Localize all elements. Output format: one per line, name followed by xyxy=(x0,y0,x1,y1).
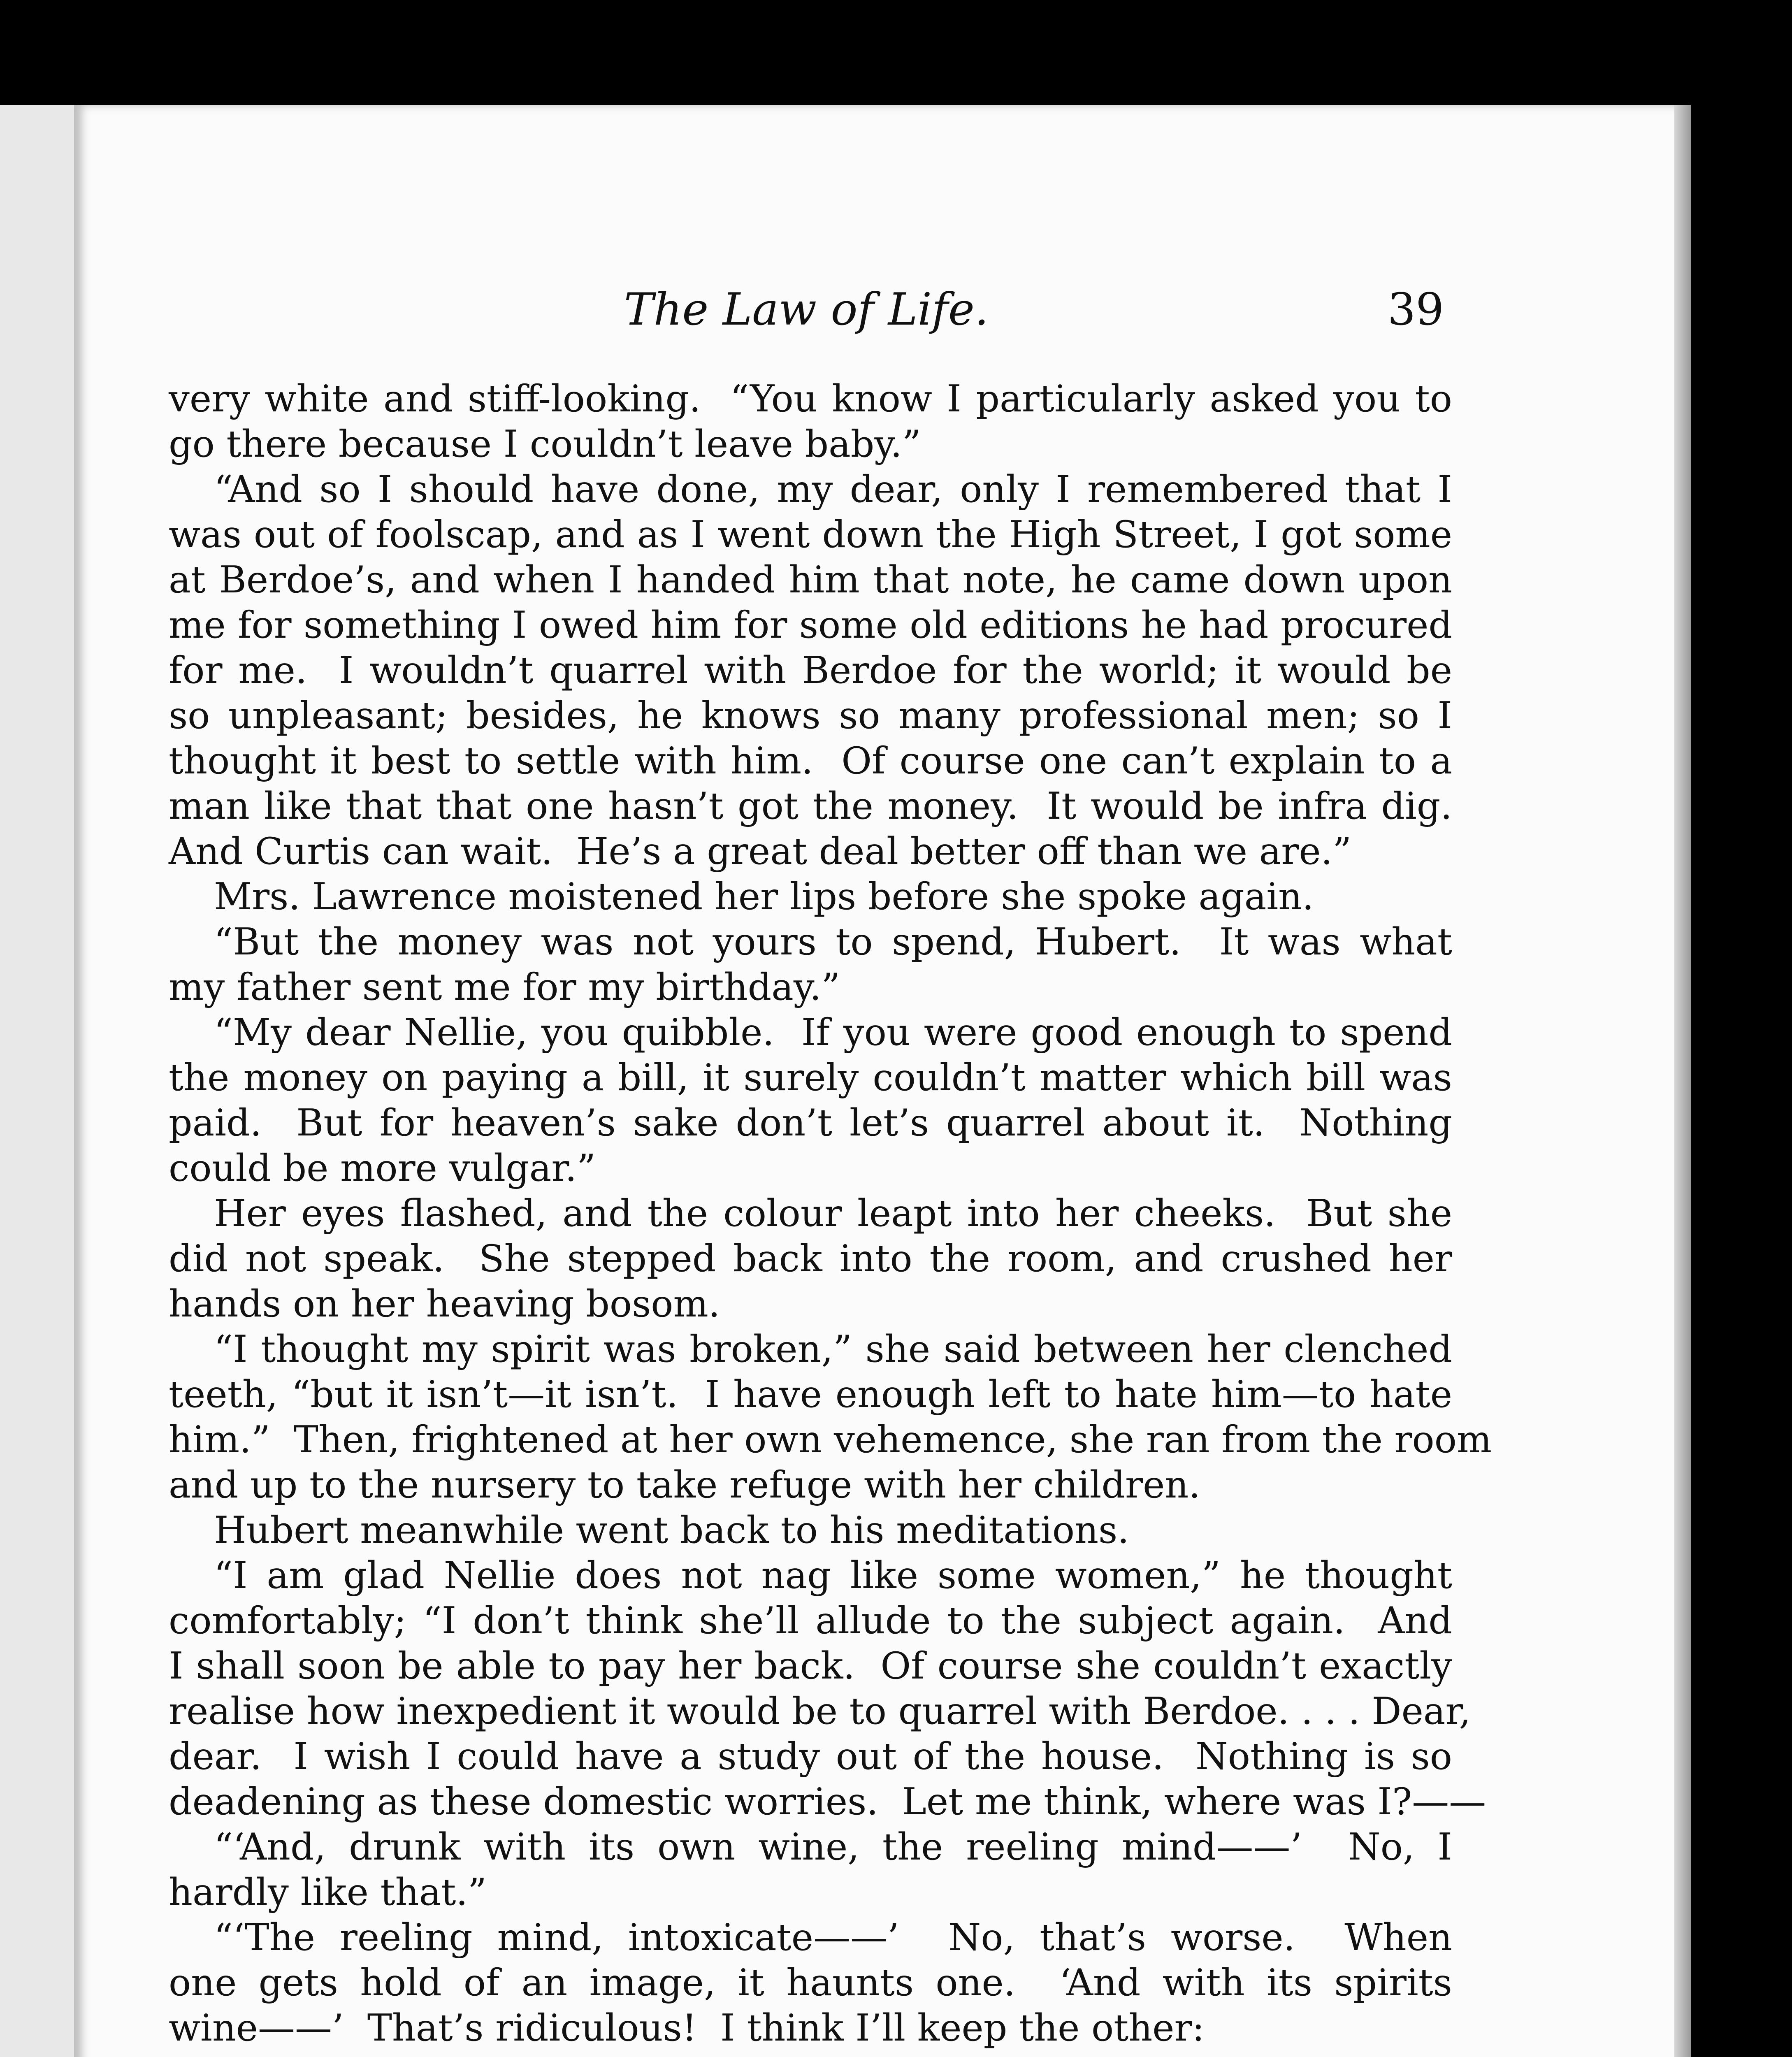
text-line: very white and stiff-looking. “You know I particularly asked you to xyxy=(169,377,1452,420)
text-line: comfortably; “I don’t think she’ll allude to the subject again. And xyxy=(169,1599,1452,1642)
text-line: deadening as these domestic worries. Let me think, where was I?—— xyxy=(169,1780,1486,1823)
text-line: thought it best to settle with him. Of course one can’t explain to a xyxy=(169,739,1452,782)
text-line: for me. I wouldn’t quarrel with Berdoe for the world; it would be xyxy=(169,649,1452,692)
text-line: Her eyes flashed, and the colour leapt into her cheeks. But she xyxy=(214,1192,1452,1235)
text-line: and up to the nursery to take refuge with her children. xyxy=(169,1463,1200,1507)
page-number: 39 xyxy=(1387,284,1444,335)
text-line: the money on paying a bill, it surely couldn’t matter which bill was xyxy=(169,1056,1452,1099)
previous-page-edge xyxy=(0,105,80,2057)
text-line: hands on her heaving bosom. xyxy=(169,1282,720,1326)
text-line: Hubert meanwhile went back to his meditations. xyxy=(214,1509,1129,1552)
text-line: “‘And, drunk with its own wine, the reeling mind——’ No, I xyxy=(214,1825,1452,1869)
text-line: wine——’ That’s ridiculous! I think I’ll keep the other: xyxy=(169,2006,1205,2050)
body-text-top xyxy=(169,376,1492,2051)
text-line: “My dear Nellie, you quibble. If you were good enough to spend xyxy=(214,1011,1452,1054)
text-line: “‘The reeling mind, intoxicate——’ No, that’s worse. When xyxy=(214,1916,1452,1959)
text-line: Mrs. Lawrence moistened her lips before she spoke again. xyxy=(214,875,1314,918)
text-line: “And so I should have done, my dear, only I remembered that I xyxy=(214,468,1452,511)
text-line: did not speak. She stepped back into the room, and crushed her xyxy=(169,1237,1452,1280)
text-line: “But the money was not yours to spend, Hubert. It was what xyxy=(214,920,1452,963)
text-line: teeth, “but it isn’t—it isn’t. I have enough left to hate him—to hate xyxy=(169,1373,1452,1416)
text-line: at Berdoe’s, and when I handed him that note, he came down upon xyxy=(169,558,1452,601)
page-stack-edge xyxy=(1674,105,1691,2057)
text-line: hardly like that.” xyxy=(169,1871,487,1914)
text-line: one gets hold of an image, it haunts one. ‘And with its spirits xyxy=(169,1961,1452,2004)
text-line: dear. I wish I could have a study out of the house. Nothing is so xyxy=(169,1735,1452,1778)
text-line: so unpleasant; besides, he knows so many professional men; so I xyxy=(169,694,1452,737)
text-line: And Curtis can wait. He’s a great deal better off than we are.” xyxy=(169,830,1352,873)
text-line: “I am glad Nellie does not nag like some women,” he thought xyxy=(214,1554,1452,1597)
text-line: my father sent me for my birthday.” xyxy=(169,966,840,1009)
text-line: paid. But for heaven’s sake don’t let’s quarrel about it. Nothing xyxy=(169,1101,1452,1145)
text-line: realise how inexpedient it would be to quarrel with Berdoe. . . . Dear, xyxy=(169,1690,1471,1733)
text-line: me for something I owed him for some old editions he had procured xyxy=(169,604,1452,647)
text-line: man like that that one hasn’t got the money. It would be infra dig. xyxy=(169,785,1452,828)
text-line: go there because I couldn’t leave baby.” xyxy=(169,423,921,466)
text-line: was out of foolscap, and as I went down the High Street, I got some xyxy=(169,513,1452,556)
page-header xyxy=(169,284,1444,350)
text-line: I shall soon be able to pay her back. Of course she couldn’t exactly xyxy=(169,1644,1452,1688)
text-line: could be more vulgar.” xyxy=(169,1147,596,1190)
running-head: The Law of Life. xyxy=(624,284,989,335)
text-line: him.” Then, frightened at her own vehemence, she ran from the room xyxy=(169,1418,1492,1461)
text-line: “I thought my spirit was broken,” she said between her clenched xyxy=(214,1328,1452,1371)
